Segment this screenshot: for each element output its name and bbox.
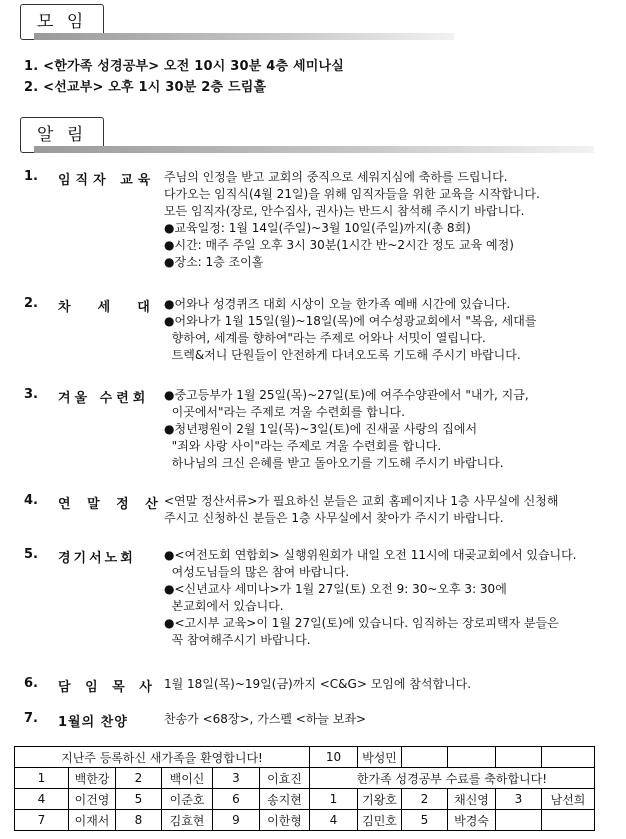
- welcome-banner: 지난주 등록하신 새가족을 환영합니다!: [15, 747, 310, 768]
- graduation-banner: 한가족 성경공부 수료를 축하합니다!: [310, 768, 595, 789]
- notice-number: 7.: [24, 711, 38, 726]
- notice-line: 향하여, 세계를 향하여"라는 주제로 어와나 서밋이 열립니다.: [164, 331, 486, 345]
- table-cell: 김민호: [358, 810, 402, 831]
- new-family-table: [14, 746, 595, 831]
- notice-heading: 1월의 찬양: [58, 715, 128, 730]
- table-cell: 이재서: [69, 810, 116, 831]
- table-cell: [542, 810, 595, 831]
- notice-line: 다가오는 임직식(4월 21일)을 위해 임직자들을 위한 교육을 시작합니다.: [164, 187, 540, 201]
- notice-body: [164, 711, 366, 728]
- meeting-item-2: 2. <선교부> 오후 1시 30분 2층 드림홀: [24, 80, 267, 95]
- table-cell: 10: [310, 747, 358, 768]
- table-cell: 4: [15, 789, 69, 810]
- table-cell: [448, 747, 496, 768]
- notice-line: 1월 18일(목)~19일(금)까지 <C&G> 모임에 참석합니다.: [164, 677, 472, 691]
- table-cell: 8: [116, 810, 162, 831]
- meeting-item-1: 1. <한가족 성경공부> 오전 10시 30분 4층 세미나실: [24, 59, 345, 74]
- notice-line: ●어와나가 1월 15일(월)~18일(목)에 여수성광교회에서 "복음, 세대를: [164, 314, 537, 328]
- table-cell: 9: [213, 810, 260, 831]
- notice-body: [164, 387, 529, 472]
- table-cell: 이준호: [162, 789, 213, 810]
- notice-line: ●교육일정: 1월 14일(주일)~3월 10일(주일)까지(총 8회): [164, 221, 471, 235]
- table-cell: 김효현: [162, 810, 213, 831]
- table-cell: 5: [116, 789, 162, 810]
- table-cell: 백이신: [162, 768, 213, 789]
- notice-line: ●<여전도회 연합회> 실행위원회가 내일 오전 11시에 대곶교회에서 있습니다.: [164, 548, 577, 562]
- table-cell: 3: [213, 768, 260, 789]
- notice-body: [164, 547, 577, 649]
- notice-line: ●청년평원이 2월 1일(목)~3일(토)에 진새골 사랑의 집에서: [164, 422, 478, 436]
- notice-line: 이곳에서"라는 주제로 겨울 수련회를 합니다.: [164, 405, 405, 419]
- table-row: [15, 747, 595, 768]
- table-cell: [402, 747, 448, 768]
- notice-heading: 임직자 교육: [58, 173, 156, 188]
- notice-number: 1.: [24, 169, 38, 184]
- notice-line: ●시간: 매주 주일 오후 3시 30분(1시간 반~2시간 정도 교육 예정): [164, 238, 514, 252]
- meeting-section-title: 모 임: [20, 4, 104, 40]
- notice-heading: 경기서노회: [58, 551, 136, 566]
- table-cell: 기왕호: [358, 789, 402, 810]
- table-cell: 이건영: [69, 789, 116, 810]
- notice-heading: 담 임 목 사: [58, 680, 157, 695]
- notice-heading: 차 세 대: [58, 300, 156, 315]
- table-cell: [496, 747, 542, 768]
- notices-section-title: 알 림: [20, 117, 104, 153]
- table-cell: 3: [496, 789, 542, 810]
- notice-line: ●<고시부 교육>이 1월 27일(토)에 있습니다. 임직하는 장로피택자 분들은: [164, 616, 559, 630]
- notice-line: 본교회에서 있습니다.: [164, 599, 284, 613]
- table-cell: 4: [310, 810, 358, 831]
- notice-number: 5.: [24, 547, 38, 562]
- table-cell: 박성민: [358, 747, 402, 768]
- notice-line: 꼭 참여해주시기 바랍니다.: [164, 633, 311, 647]
- notice-line: 하나님의 크신 은혜를 받고 돌아오기를 기도해 주시기 바랍니다.: [164, 456, 504, 470]
- notice-number: 6.: [24, 676, 38, 691]
- table-cell: 송지현: [260, 789, 310, 810]
- table-cell: 이한형: [260, 810, 310, 831]
- table-cell: 백한강: [69, 768, 116, 789]
- table-cell: [496, 810, 542, 831]
- notice-line: 여성도님들의 많은 참여 바랍니다.: [164, 565, 350, 579]
- notice-line: "죄와 사랑 사이"라는 주제로 겨울 수련회를 합니다.: [164, 439, 442, 453]
- table-cell: 남선희: [542, 789, 595, 810]
- table-cell: 채신영: [448, 789, 496, 810]
- notice-line: ●<신년교사 세미나>가 1월 27일(토) 오전 9: 30~오후 3: 30에: [164, 582, 507, 596]
- notice-heading: 연 말 정 산: [58, 497, 164, 512]
- table-cell: 1: [310, 789, 358, 810]
- notice-number: 3.: [24, 387, 38, 402]
- notice-line: 주님의 인정을 받고 교회의 중직으로 세워지심에 축하를 드립니다.: [164, 170, 508, 184]
- table-cell: 6: [213, 789, 260, 810]
- notice-line: ●중고등부가 1월 25일(목)~27일(토)에 여주수양관에서 "내가, 지금,: [164, 388, 529, 402]
- table-cell: 2: [402, 789, 448, 810]
- notice-line: 찬송가 <68장>, 가스펠 <하늘 보좌>: [164, 712, 367, 726]
- notice-body: [164, 169, 540, 271]
- notice-line: ●어와나 성경퀴즈 대회 시상이 오늘 한가족 예배 시간에 있습니다.: [164, 297, 511, 311]
- table-cell: 5: [402, 810, 448, 831]
- notice-line: 주시고 신청하신 분들은 1층 사무실에서 찾아가 주시기 바랍니다.: [164, 511, 504, 525]
- table-cell: [542, 747, 595, 768]
- notice-number: 2.: [24, 296, 38, 311]
- notice-heading: 겨울 수련회: [58, 391, 150, 406]
- notice-line: 모든 임직자(장로, 안수집사, 권사)는 반드시 참석해 주시기 바랍니다.: [164, 204, 525, 218]
- table-cell: 7: [15, 810, 69, 831]
- table-row: [15, 789, 595, 810]
- notice-body: [164, 493, 558, 527]
- table-cell: 2: [116, 768, 162, 789]
- notice-body: [164, 296, 536, 364]
- table-row: [15, 768, 595, 789]
- table-cell: 1: [15, 768, 69, 789]
- table-cell: 박경숙: [448, 810, 496, 831]
- notices-divider-bar: [34, 146, 594, 153]
- notice-number: 4.: [24, 493, 38, 508]
- notice-body: [164, 676, 471, 693]
- meeting-divider-bar: [34, 33, 454, 40]
- notice-line: ●장소: 1층 조이홀: [164, 255, 264, 269]
- notice-line: 트렉&저니 단원들이 안전하게 다녀오도록 기도해 주시기 바랍니다.: [164, 348, 521, 362]
- table-cell: 이효진: [260, 768, 310, 789]
- notice-line: <연말 정산서류>가 필요하신 분들은 교회 홈페이지나 1층 사무실에 신청해: [164, 494, 559, 508]
- table-row: [15, 810, 595, 831]
